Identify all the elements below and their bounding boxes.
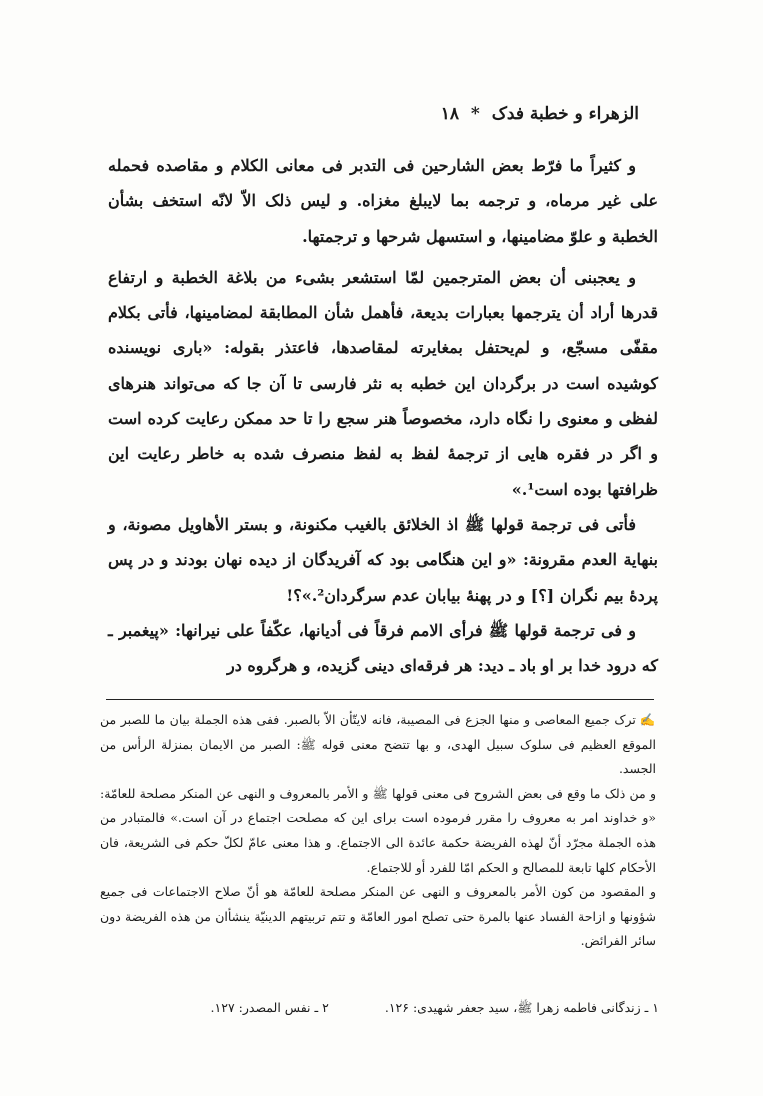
header-title: الزهراء و خطبة فدک [491, 104, 639, 124]
paragraph-2: و یعجبنی أن بعض المترجمین لمّا استشعر بشیء من بلاغة الخطبة و ارتفاع قدرها أراد أن یترجمها بعبارات بدیعة، فأهمل شأن المطابقة لمضامینها، فأتی بکلام مقفّی مسجّع، و لم‌یحتفل بمغایرته لمقاصدها، فاعتذر بقوله: «باری نویسنده کوشیده است در برگردان این خطبه به نثر فارسی تا آن جا که می‌تواند هنرهای لفظی و معنوی را نگاه دارد، مخصوصاً هنر سجع را تا حد ممکن رعایت کرده است و اگر در فقره هایی از ترجمهٔ لفظ به لفظ منصرف شده به خاطر رعایت این ظرافتها بوده است¹.» [108, 267, 659, 499]
paragraph-1: و کثیراً ما فرّط بعض الشارحین فی التدبر فی معانی الکلام و مقاصده فحمله علی غیر مرماه، و ترجمه بما لایبلغ مغزاه. و لیس ذلک الاّ لانّه استخف بشأن الخطبة و علوّ مضامینها، و استسهل شرحها و ترجمتها. [108, 156, 658, 246]
main-text [108, 148, 658, 683]
footnotes [100, 708, 656, 954]
header-separator: * [470, 104, 480, 124]
footnote-paragraph-3: و المقصود من کون الأمر بالمعروف و النهی عن المنکر مصلحة للعامّة هو أنّ صلاح الاجتماعات فی جمیع شؤونها و ازاحة الفساد عنها بالمرة حتی تصلح امور العامّة و تتم تربیتهم الدینیّة ینشأان من هذه الفریضة دون سائر الفرائض. [100, 884, 656, 949]
reference-2: ۲ ـ نفس المصدر: ۱۲۷. [210, 1000, 329, 1015]
footnote-paragraph-1 [100, 708, 656, 782]
page-number: ۱۸ [440, 104, 459, 124]
paragraph-4: و فی ترجمة قولها ﷺ فرأی الامم فرقاً فی أدیانها، عکّفاً علی نیرانها: «پیغمبر ـ که درود خدا بر او باد ـ دید: هر فرقه‌ای دینی گزیده، و هرگروه در [108, 620, 658, 676]
footnote-divider [106, 699, 654, 700]
paragraph-3: فأتی فی ترجمة قولها ﷺ اذ الخلائق بالغیب مکنونة، و بستر الأهاویل مصونة، و بنهایة العدم مقرونة: «و این هنگامی بود که آفریدگان از دیده نهان بودند و در پس پردهٔ بیم نگران [؟] و در پهنهٔ بیابان عدم سرگردان².»؟! [108, 514, 658, 605]
running-header [441, 104, 639, 124]
references [159, 1000, 659, 1019]
pen-icon: ✍ [639, 712, 656, 727]
footnote-paragraph-2: و من ذلک ما وقع فی بعض الشروح فی معنی قولها ﷺ و الأمر بالمعروف و النهی عن المنکر مصلحة للعامّة: «و خداوند امر به معروف را مقرر فرموده است برای این که مصلحت اجتماع در آن است.» فالمتبادر من هذه الجملة مجرّد أنّ لهذه الفریضة حکمة عائدة الی الاجتماع. و هذا معنی عامّ لکلّ حکم فی الشریعة، فان الأحکام کلها تابعة للمصالح و الحکم امّا للفرد أو للاجتماع. [100, 785, 656, 875]
footnote-text-1: ترک جمیع المعاصی و منها الجزع فی المصیبة، فانه لایتّأن الاّ بالصبر. ففی هذه الجملة بیان ما للصبر من الموقع العظیم فی سلوک سبیل الهدی، و بها تتضح معنی قوله ﷺ: الصبر من الایمان بمنزلة الرأس من الجسد. [100, 712, 656, 777]
reference-1: ۱ ـ زندگانی فاطمه زهرا ﷺ، سید جعفر شهیدی: ۱۲۶. [384, 1000, 659, 1015]
